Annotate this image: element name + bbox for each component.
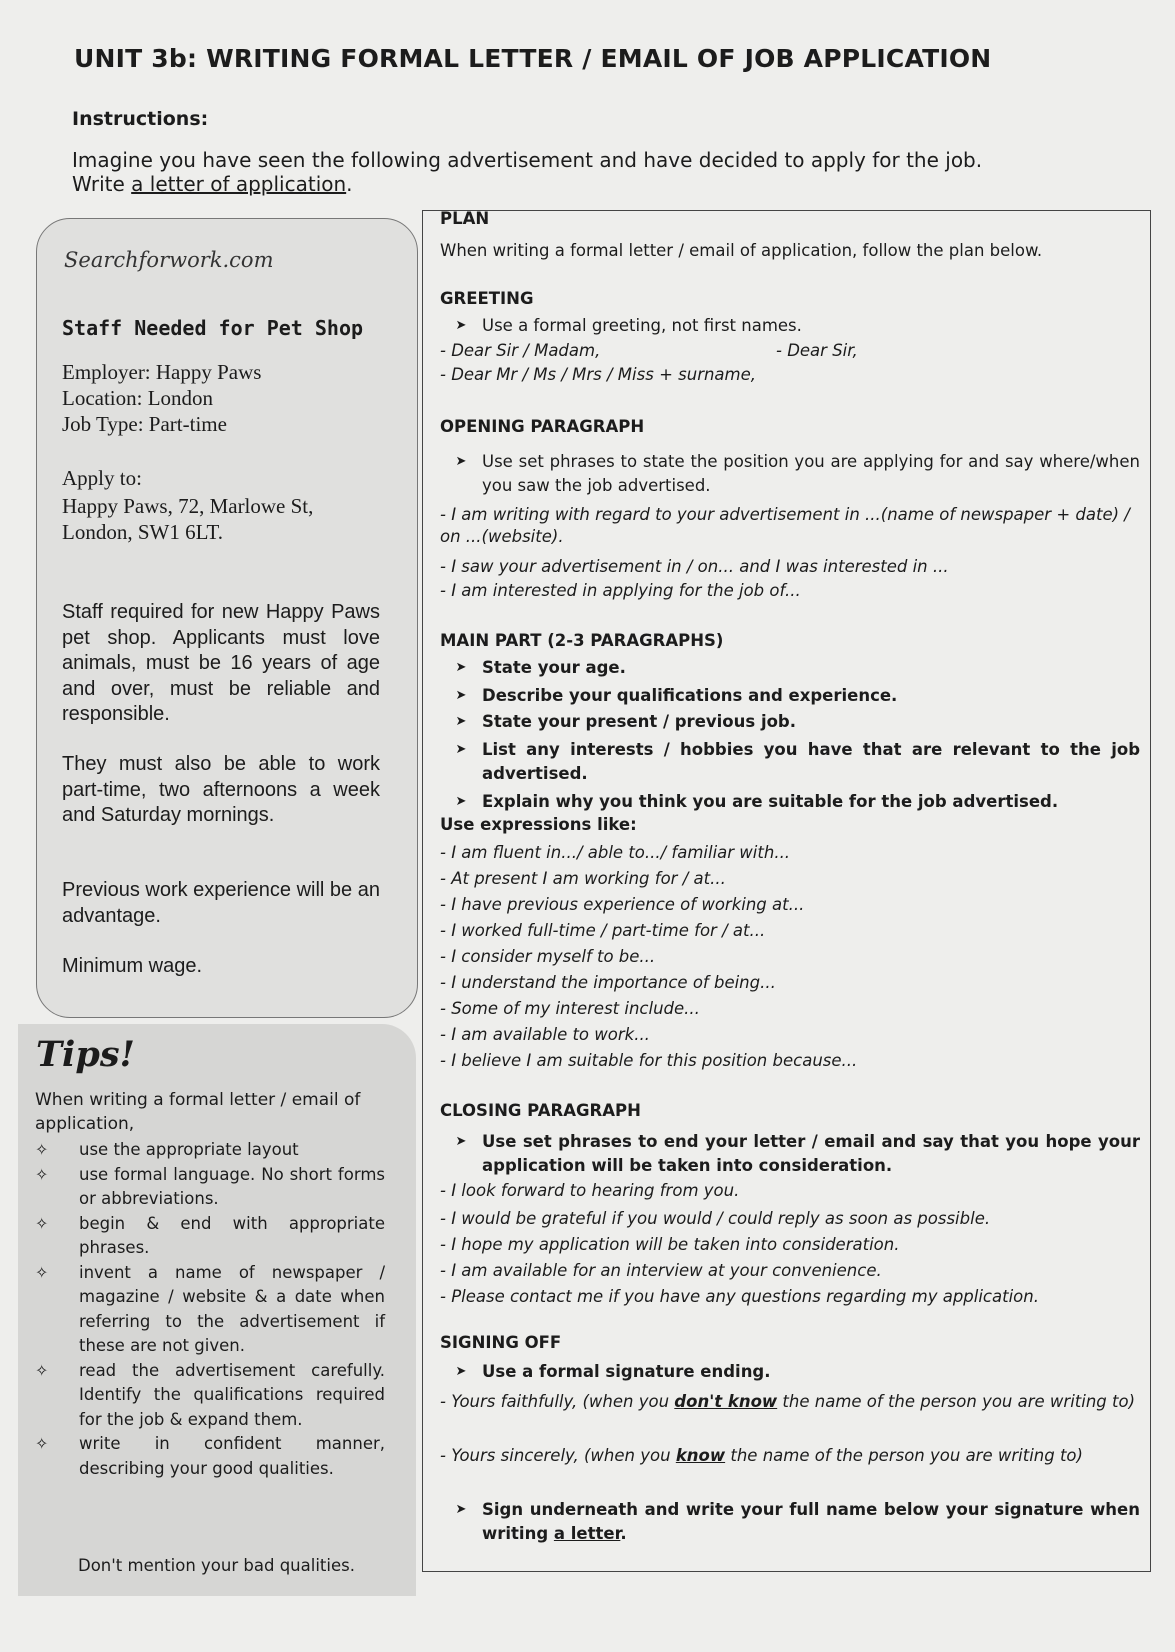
main-bullet: ➤ Describe your qualifications and experience. <box>440 684 1140 708</box>
opening-example-2: - I saw your advertisement in / on... and I was interested in ... <box>440 557 949 576</box>
greeting-example-1b: - Dear Sir, <box>776 341 858 360</box>
greeting-bullet: ➤ Use a formal greeting, not first names. <box>440 314 1140 338</box>
opening-bullet: ➤ Use set phrases to state the position you are applying for and say where/when you saw the job advertised. <box>440 450 1140 498</box>
opening-example-3: - I am interested in applying for the job of... <box>440 581 801 600</box>
tips-list <box>35 1138 385 1481</box>
ad-apply-label: Apply to: <box>62 466 142 490</box>
instructions-label: Instructions: <box>72 108 209 130</box>
closing-bullet: ➤ Use set phrases to end your letter / email and say that you hope your application will be taken into consideration. <box>440 1130 1140 1178</box>
main-expression: - I am fluent in.../ able to.../ familiar with... <box>440 843 791 862</box>
main-bullet: ➤ List any interests / hobbies you have that are relevant to the job advertised. <box>440 738 1140 786</box>
tips-outro: Don't mention your bad qualities. <box>78 1556 355 1575</box>
greeting-example-2: - Dear Mr / Ms / Mrs / Miss + surname, <box>440 365 757 384</box>
arrow-bullet-icon: ➤ <box>455 1364 467 1379</box>
arrow-bullet-icon: ➤ <box>455 742 467 757</box>
main-expression: - I am available to work... <box>440 1025 650 1044</box>
ad-website-logo: Searchforwork.com <box>64 248 274 272</box>
main-expression: - I understand the importance of being... <box>440 973 776 992</box>
tip-item: ✧ write in confident manner, describing your good qualities. <box>35 1432 385 1481</box>
plan-intro: When writing a formal letter / email of application, follow the plan below. <box>440 241 1043 260</box>
tip-item: ✧ begin & end with appropriate phrases. <box>35 1212 385 1261</box>
arrow-bullet-icon: ➤ <box>455 454 467 469</box>
ad-paragraph-3: Previous work experience will be an advantage. <box>62 879 380 927</box>
arrow-bullet-icon: ➤ <box>455 1502 467 1517</box>
opening-heading: OPENING PARAGRAPH <box>440 417 645 436</box>
closing-expression: - I am available for an interview at your convenience. <box>440 1261 882 1280</box>
diamond-bullet-icon: ✧ <box>35 1262 49 1282</box>
arrow-bullet-icon: ➤ <box>455 1134 467 1149</box>
diamond-bullet-icon: ✧ <box>35 1213 49 1233</box>
main-expression: - I worked full-time / part-time for / at... <box>440 921 766 940</box>
closing-expression: - I look forward to hearing from you. <box>440 1181 740 1200</box>
arrow-bullet-icon: ➤ <box>455 794 467 809</box>
diamond-bullet-icon: ✧ <box>35 1164 49 1184</box>
ad-address-line-1: Happy Paws, 72, Marlowe St, <box>62 494 314 518</box>
expressions-label: Use expressions like: <box>440 815 637 834</box>
tips-title: Tips! <box>36 1034 135 1075</box>
closing-expression: - I hope my application will be taken into consideration. <box>440 1235 900 1254</box>
main-expression: - I believe I am suitable for this position because... <box>440 1051 858 1070</box>
ad-job-type: Job Type: Part-time <box>62 412 227 436</box>
greeting-example-1: - Dear Sir / Madam, <box>440 341 601 360</box>
signing-sincerely: - Yours sincerely, (when you know the name of the person you are writing to) <box>440 1446 1083 1465</box>
plan-heading: PLAN <box>440 209 490 228</box>
signing-bullet-1: ➤ Use a formal signature ending. <box>440 1360 1140 1384</box>
signing-heading: SIGNING OFF <box>440 1333 562 1352</box>
main-bullet: ➤ State your present / previous job. <box>440 710 1140 734</box>
signing-bullet-2: ➤ Sign underneath and write your full name below your signature when writing a letter. <box>440 1498 1140 1546</box>
ad-paragraph-1: Staff required for new Happy Paws pet shop. Applicants must love animals, must be 16 years of age and over, must be reliable and responsible. <box>62 601 380 725</box>
ad-location: Location: London <box>62 386 214 410</box>
instructions-line-1: Imagine you have seen the following advertisement and have decided to apply for the job. <box>72 148 983 172</box>
main-expression: - At present I am working for / at... <box>440 869 726 888</box>
page-title: UNIT 3b: WRITING FORMAL LETTER / EMAIL OF JOB APPLICATION <box>74 44 992 73</box>
ad-employer: Employer: Happy Paws <box>62 360 262 384</box>
tip-item: ✧ read the advertisement carefully. Identify the qualifications required for the job & expand them. <box>35 1359 385 1433</box>
tips-intro: When writing a formal letter / email of application, <box>35 1090 361 1134</box>
closing-heading: CLOSING PARAGRAPH <box>440 1101 641 1120</box>
arrow-bullet-icon: ➤ <box>455 318 467 333</box>
main-expression: - I have previous experience of working at... <box>440 895 805 914</box>
diamond-bullet-icon: ✧ <box>35 1140 49 1159</box>
tip-item: ✧ use the appropriate layout <box>35 1138 385 1163</box>
main-expression: - Some of my interest include... <box>440 999 700 1018</box>
instructions-line-2: Write a letter of application. <box>72 172 353 196</box>
ad-paragraph-2: They must also be able to work part-time, two afternoons a week and Saturday mornings. <box>62 753 380 826</box>
closing-expression: - Please contact me if you have any questions regarding my application. <box>440 1287 1039 1306</box>
arrow-bullet-icon: ➤ <box>455 714 467 729</box>
main-expression: - I consider myself to be... <box>440 947 656 966</box>
signing-faithfully: - Yours faithfully, (when you don't know the name of the person you are writing to) <box>440 1392 1136 1411</box>
ad-headline: Staff Needed for Pet Shop <box>62 316 364 340</box>
opening-example-1: - I am writing with regard to your advertisement in ...(name of newspaper + date) / on ...(website). <box>440 505 1130 546</box>
greeting-heading: GREETING <box>440 289 534 308</box>
diamond-bullet-icon: ✧ <box>35 1434 49 1453</box>
ad-paragraph-4: Minimum wage. <box>62 955 203 977</box>
ad-address-line-2: London, SW1 6LT. <box>62 520 223 544</box>
tip-item: ✧ use formal language. No short forms or abbreviations. <box>35 1163 385 1212</box>
diamond-bullet-icon: ✧ <box>35 1360 49 1380</box>
tip-item: ✧ invent a name of newspaper / magazine / website & a date when referring to the advertisement if these are not given. <box>35 1261 385 1359</box>
arrow-bullet-icon: ➤ <box>455 660 467 675</box>
main-heading: MAIN PART (2-3 PARAGRAPHS) <box>440 631 724 650</box>
main-bullet: ➤ Explain why you think you are suitable for the job advertised. <box>440 790 1140 814</box>
main-bullet: ➤ State your age. <box>440 656 1140 680</box>
closing-expression: - I would be grateful if you would / could reply as soon as possible. <box>440 1209 991 1228</box>
arrow-bullet-icon: ➤ <box>455 688 467 703</box>
